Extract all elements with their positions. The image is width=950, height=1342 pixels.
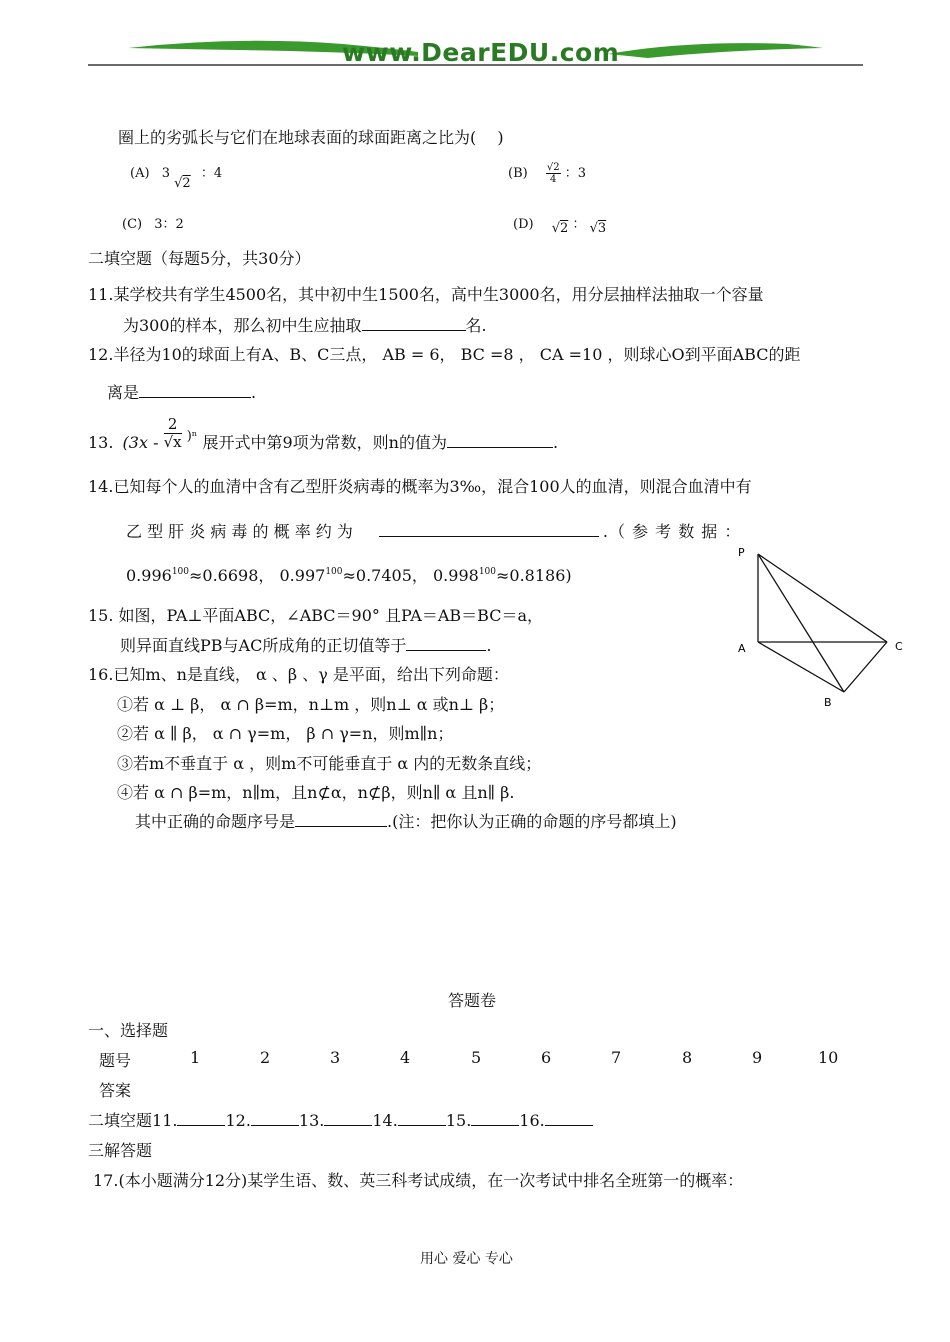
answer-sheet-section-3: 三解答题 xyxy=(88,1141,153,1160)
q17-text: 17.(本小题满分12分)某学生语、数、英三科考试成绩，在一次考试中排名全班第一的概率： xyxy=(93,1171,744,1190)
q15-line1: 15. 如图，PA⊥平面ABC，∠ABC＝90° 且PA＝AB＝BC＝a， xyxy=(88,606,543,625)
q14-line1: 14.已知每个人的血清中含有乙型肝炎病毒的概率为3‰，混合100人的血清，则混合血清中有 xyxy=(88,477,752,496)
answer-sheet-title: 答题卷 xyxy=(448,991,497,1010)
answer-table-answer-label: 答案 xyxy=(99,1081,132,1100)
q11-line1: 11.某学校共有学生4500名，其中初中生1500名，高中生3000名，用分层抽样法抽取一个容量 xyxy=(88,285,764,304)
answer-table-number: 3 xyxy=(330,1048,341,1067)
answer-sheet-section-1: 一、选择题 xyxy=(88,1021,169,1040)
answer-table-number: 1 xyxy=(190,1048,201,1067)
geometry-figure xyxy=(730,540,910,715)
q10-option-c: (C) 3：2 xyxy=(122,217,184,232)
q13-line: 13. (3x - $\frac{2}{√x} _{)^n}$ 展开式中第9项为常数，则n的值为 . xyxy=(88,415,559,452)
q16-proposition-2: ②若 α ∥ β， α ∩ γ=m， β ∩ γ=n，则m∥n； xyxy=(117,724,454,743)
label-p: P xyxy=(738,546,745,559)
site-logo: www.DearEDU.com xyxy=(342,38,620,67)
label-b: B xyxy=(824,696,832,709)
q14-line2: 乙 型 肝 炎 病 毒 的 概 率 约 为 .（ 参 考 数 据 ： xyxy=(126,522,742,541)
q16-proposition-1: ①若 α ⊥ β， α ∩ β=m，n⊥m ，则n⊥ α 或n⊥ β； xyxy=(117,695,505,714)
q11-line2: 为300的样本，那么初中生应抽取 名. xyxy=(123,316,487,335)
label-c: C xyxy=(895,640,903,653)
fill-blank-15[interactable] xyxy=(471,1111,519,1126)
fill-blank-11[interactable] xyxy=(177,1111,225,1126)
fill-blank-14[interactable] xyxy=(398,1111,446,1126)
fill-blank-12[interactable] xyxy=(251,1111,299,1126)
section-2-title: 二填空题（每题5分，共30分） xyxy=(88,249,311,268)
q14-blank[interactable] xyxy=(379,522,599,537)
q10-option-d: (D) √2 ： √3 xyxy=(513,217,607,236)
q10-option-b: (B) $\frac{√2}{4}$ ：3 xyxy=(508,162,586,185)
q16-tail: 其中正确的命题序号是 .(注：把你认为正确的命题的序号都填上) xyxy=(135,812,677,831)
answer-table-number: 5 xyxy=(471,1048,482,1067)
q16-blank[interactable] xyxy=(295,812,387,827)
answer-table-header-label: 题号 xyxy=(99,1051,132,1070)
q15-blank[interactable] xyxy=(406,636,486,651)
answer-fill-row: 二填空题11. 12. 13. 14. 15. 16. xyxy=(88,1108,593,1131)
fill-blank-13[interactable] xyxy=(324,1111,372,1126)
answer-table-number: 10 xyxy=(818,1048,839,1067)
q12-blank[interactable] xyxy=(139,383,251,398)
page-footer: 用心 爱心 专心 xyxy=(420,1251,513,1267)
q16-line1: 16.已知m、n是直线， α 、β 、γ 是平面，给出下列命题： xyxy=(88,665,509,684)
answer-table-number: 2 xyxy=(260,1048,271,1067)
answer-table-number: 9 xyxy=(752,1048,763,1067)
answer-table-number: 8 xyxy=(682,1048,693,1067)
geometry-figure-svg xyxy=(730,540,910,715)
q15-line2: 则异面直线PB与AC所成角的正切值等于 . xyxy=(120,636,492,655)
q12-line2: 离是 . xyxy=(107,383,257,402)
q14-reference-data: $0.996^{100}\approx 0.6698$， $0.997^{100}\approx 0.7405$， $0.998^{100}\approx 0.8186$) xyxy=(126,566,572,585)
q10-option-a: (A) 3 √2 ：4 xyxy=(130,166,223,191)
q10-tail: 圈上的劣弧长与它们在地球表面的球面距离之比为( ) xyxy=(118,128,504,147)
answer-table-number: 6 xyxy=(541,1048,552,1067)
fill-blank-16[interactable] xyxy=(545,1111,593,1126)
q13-blank[interactable] xyxy=(447,433,553,448)
q11-blank[interactable] xyxy=(362,316,466,331)
q16-proposition-4: ④若 α ∩ β=m，n∥m，且n⊄α，n⊄β，则n∥ α 且n∥ β. xyxy=(117,783,515,802)
label-a: A xyxy=(738,642,746,655)
q16-proposition-3: ③若m不垂直于 α ，则m不可能垂直于 α 内的无数条直线； xyxy=(117,754,542,773)
answer-table-number: 7 xyxy=(611,1048,622,1067)
q12-line1: 12.半径为10的球面上有A、B、C三点， AB = 6， BC =8 ， CA =10 ，则球心O到平面ABC的距 xyxy=(88,345,801,364)
answer-table-number: 4 xyxy=(400,1048,411,1067)
